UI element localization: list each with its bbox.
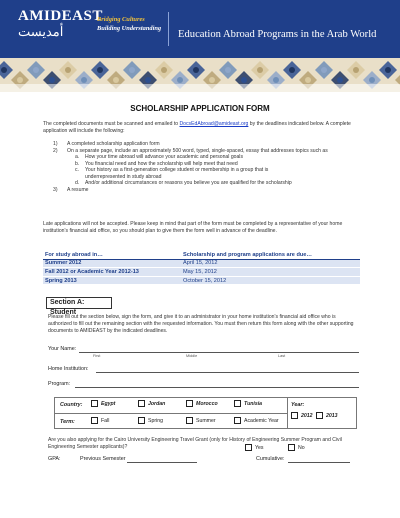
header-banner xyxy=(0,0,400,58)
option-label: Jordan xyxy=(148,400,166,407)
deadlines-table xyxy=(43,251,360,285)
header-divider xyxy=(168,12,169,46)
table-cell-date: May 15, 2012 xyxy=(183,268,217,275)
option-label: Summer xyxy=(196,417,216,424)
option-label: Academic Year xyxy=(244,417,279,424)
list-item xyxy=(53,187,353,194)
list-text: A completed scholarship application form xyxy=(67,141,160,147)
sub-text: And/or additional circumstances or reasons you believe you are qualified for the scholarship xyxy=(85,180,292,186)
term-option-spring[interactable] xyxy=(138,417,163,424)
list-number: 3) xyxy=(53,186,58,193)
logo-arabic: أمديست xyxy=(18,25,64,40)
middle-name-caption: Middle xyxy=(186,354,198,358)
form-title: SCHOLARSHIP APPLICATION FORM xyxy=(130,104,270,113)
list-text: On a separate page, include an approximately 500 word, typed, single-spaced, essay that addresses topics such as xyxy=(67,147,328,154)
home-institution-field[interactable] xyxy=(96,372,359,373)
sub-number: b. xyxy=(75,160,80,167)
checkbox[interactable] xyxy=(91,417,98,424)
sub-text: How your time abroad will advance your academic and personal goals xyxy=(85,154,243,160)
checkbox[interactable] xyxy=(245,444,252,451)
intro-post: by the deadlines indicated below. A complete application will include the following: xyxy=(43,121,351,134)
tagline-line-1: Bridging Cultures xyxy=(97,16,145,23)
header-title: Education Abroad Programs in the Arab World xyxy=(178,29,377,40)
term-label: Term: xyxy=(60,419,75,425)
tagline-line-2: Building Understanding xyxy=(97,25,162,32)
section-a-heading: Section A: Student xyxy=(46,297,112,309)
list-text: A resume xyxy=(67,186,89,193)
name-field[interactable] xyxy=(79,352,359,353)
checkbox[interactable] xyxy=(291,412,298,419)
sub-number: d. xyxy=(75,180,80,186)
checkbox[interactable] xyxy=(288,444,295,451)
checkbox[interactable] xyxy=(316,412,323,419)
country-option-jordan[interactable] xyxy=(138,400,165,407)
term-option-academic-year[interactable] xyxy=(234,417,279,424)
decorative-pattern-band xyxy=(0,58,400,92)
option-label: Tunisia xyxy=(244,400,263,407)
list-number: 2) xyxy=(53,147,58,154)
email-link[interactable]: DocsEdAbroad@amideast.org xyxy=(179,121,249,127)
amideast-logo xyxy=(18,9,103,41)
option-label: Egypt xyxy=(101,400,116,407)
option-label: Spring xyxy=(148,417,163,424)
grant-yes-option[interactable] xyxy=(245,444,263,451)
sub-number: c. xyxy=(75,167,79,173)
grant-question: Are you also applying for the Cairo University Engineering Travel Grant (only for History of Engineering Summer Program and Civil Engineering Semester applicants)? xyxy=(48,437,342,450)
grant-no-option[interactable] xyxy=(288,444,305,451)
table-row xyxy=(43,268,360,277)
option-label: 2012 xyxy=(301,412,313,419)
year-option-2013[interactable] xyxy=(316,412,338,419)
intro-paragraph xyxy=(43,121,361,135)
table-header-col1: For study abroad in… xyxy=(45,251,103,258)
sub-list-item xyxy=(75,167,295,180)
home-institution-label: Home Institution: xyxy=(48,366,89,372)
checkbox[interactable] xyxy=(138,400,145,407)
list-number: 1) xyxy=(53,141,58,147)
tagline xyxy=(97,15,161,33)
table-cell-term: Spring 2013 xyxy=(45,277,77,284)
option-label: Morocco xyxy=(196,400,218,407)
sub-number: a. xyxy=(75,154,80,160)
previous-semester-label: Previous Semester xyxy=(80,456,126,462)
option-label: No xyxy=(298,444,305,451)
checkbox[interactable] xyxy=(138,417,145,424)
table-row xyxy=(43,260,360,269)
previous-semester-field[interactable] xyxy=(127,462,197,463)
program-label: Program: xyxy=(48,381,71,387)
last-name-caption: Last xyxy=(278,354,286,358)
table-cell-term: Fall 2012 or Academic Year 2012-13 xyxy=(45,268,139,275)
table-cell-term: Summer 2012 xyxy=(45,260,82,267)
program-field[interactable] xyxy=(75,387,359,388)
grid-divider-vertical xyxy=(287,397,288,429)
cumulative-field[interactable] xyxy=(288,462,350,463)
option-label: Fall xyxy=(101,417,110,424)
checkbox[interactable] xyxy=(234,400,241,407)
country-label: Country: xyxy=(60,402,83,408)
grid-divider-horizontal xyxy=(54,413,287,414)
section-a-instructions: Please fill out the section below, sign the form, and give it to an administrator in your home institution's financial aid office who is authorized to fill out the remaining section with the requested information. You must then return this form along with the other supporting documents to AMIDEAST by the indicated deadlines. xyxy=(48,314,354,334)
country-option-tunisia[interactable] xyxy=(234,400,262,407)
cumulative-label: Cumulative: xyxy=(256,456,285,462)
table-header-col2: Scholarship and program applications are due… xyxy=(183,251,312,258)
term-option-summer[interactable] xyxy=(186,417,216,424)
intro-pre: The completed documents must be scanned and emailed to xyxy=(43,121,180,127)
late-note: Late applications will not be accepted. Please keep in mind that part of the form must be completed by a representative of your home institution's financial aid office, so you should plan to give them the form well in advance of the deadline. xyxy=(43,221,343,234)
table-header xyxy=(43,251,360,260)
logo-brand: AMIDEAST xyxy=(18,8,103,24)
country-option-egypt[interactable] xyxy=(91,400,115,407)
table-row xyxy=(43,277,360,286)
sub-text: Your history as a first-generation college student or membership in a group that is underrepresented in study abroad xyxy=(85,167,269,180)
table-cell-date: October 15, 2012 xyxy=(183,277,227,284)
first-name-caption: First xyxy=(93,354,101,358)
country-option-morocco[interactable] xyxy=(186,400,218,407)
checkbox[interactable] xyxy=(91,400,98,407)
table-cell-date: April 15, 2012 xyxy=(183,260,218,267)
sub-text: You financial need and how the scholarship will help meet that need xyxy=(85,160,238,167)
gpa-label: GPA: xyxy=(48,456,61,462)
checkbox[interactable] xyxy=(186,400,193,407)
option-label: 2013 xyxy=(326,412,338,419)
year-option-2012[interactable] xyxy=(291,412,313,419)
term-option-fall[interactable] xyxy=(91,417,109,424)
requirements-list xyxy=(53,141,353,193)
name-label: Your Name: xyxy=(48,346,77,352)
year-label: Year: xyxy=(291,402,305,408)
checkbox[interactable] xyxy=(186,417,193,424)
option-label: Yes xyxy=(255,444,264,451)
checkbox[interactable] xyxy=(234,417,241,424)
